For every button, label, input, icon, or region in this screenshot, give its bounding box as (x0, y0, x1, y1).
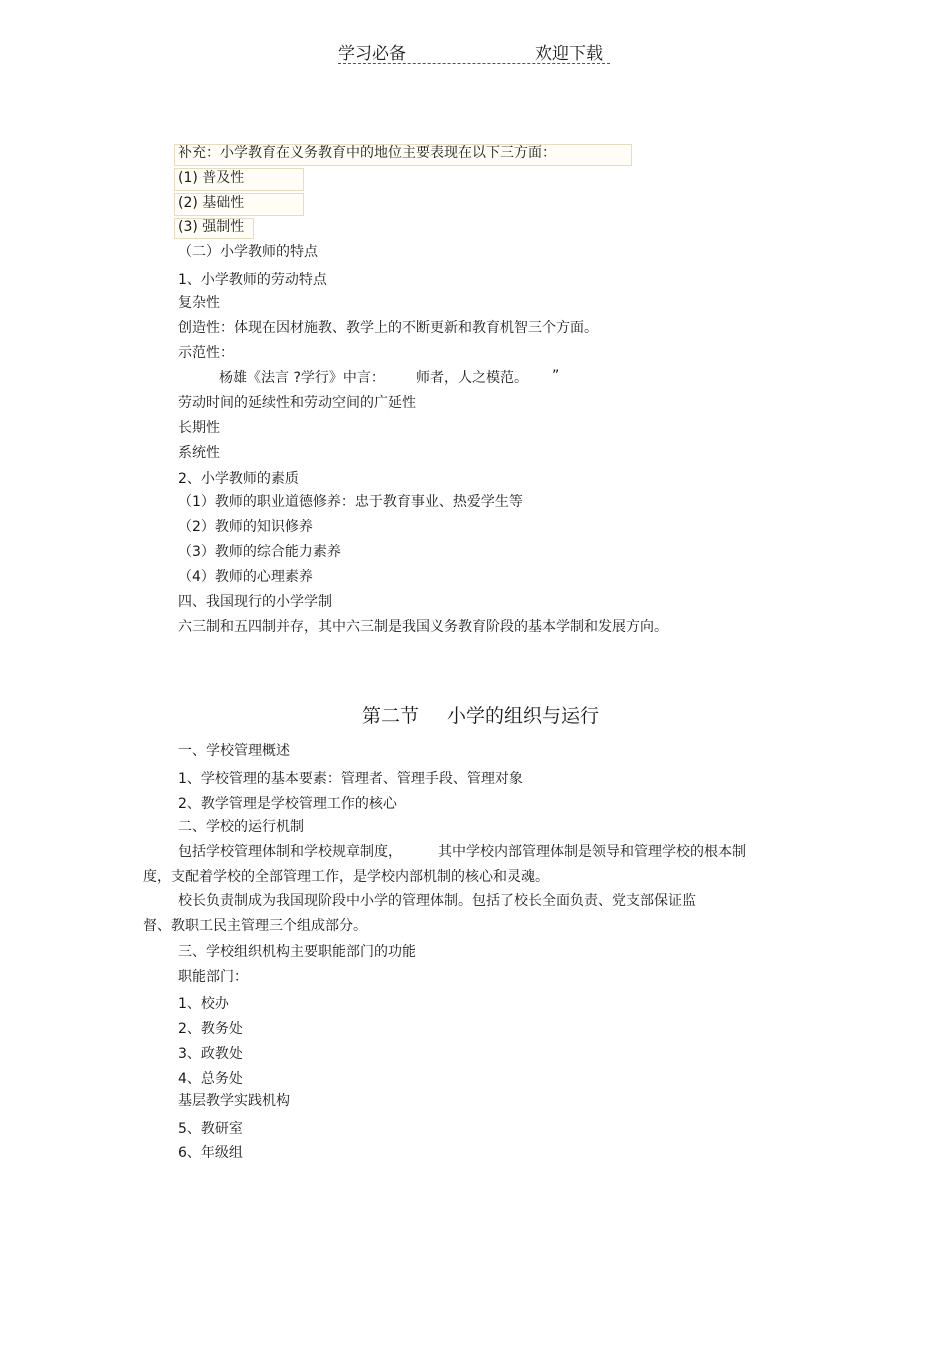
department-item: 3、政教处 (178, 1046, 243, 1062)
mechanism-paragraph-line: 其中学校内部管理体制是领导和管理学校的根本制 (438, 844, 746, 860)
creativity-text: 创造性：体现在因材施教、教学上的不断更新和教育机智三个方面。 (178, 320, 598, 336)
mechanism-heading: 二、学校的运行机制 (178, 819, 304, 835)
principal-system-line: 校长负责制成为我国现阶段中小学的管理体制。包括了校长全面负责、党支部保证监 (178, 893, 696, 909)
quality-item: （1）教师的职业道德修养：忠于教育事业、热爱学生等 (178, 494, 523, 510)
department-item: 4、总务处 (178, 1071, 243, 1087)
extension-text: 劳动时间的延续性和劳动空间的广延性 (178, 395, 416, 411)
teacher-quality-heading: 2、小学教师的素质 (178, 471, 299, 487)
mechanism-paragraph-line: 包括学校管理体制和学校规章制度， (178, 844, 402, 860)
quality-item: （2）教师的知识修养 (178, 519, 313, 535)
quote-source: 杨雄《法言 ?学行》中言： (219, 370, 385, 386)
section-title-prefix: 第二节 (362, 705, 420, 727)
department-item: 1、校办 (178, 996, 229, 1012)
management-item: 1、学校管理的基本要素：管理者、管理手段、管理对象 (178, 771, 523, 787)
principal-system-line: 督、教职工民主管理三个组成部分。 (143, 918, 367, 934)
organization-heading: 三、学校组织机构主要职能部门的功能 (178, 944, 416, 960)
management-item: 2、教学管理是学校管理工作的核心 (178, 796, 397, 812)
supplement-item: (2) 基础性 (178, 195, 245, 211)
header-right-text: 欢迎下载 (535, 44, 603, 64)
complexity-text: 复杂性 (178, 295, 220, 311)
header-dashed-underline (338, 63, 610, 64)
functional-departments-label: 职能部门： (178, 969, 248, 985)
section-title-main: 小学的组织与运行 (447, 705, 600, 727)
department-item: 6、年级组 (178, 1145, 243, 1161)
management-overview-heading: 一、学校管理概述 (178, 743, 290, 759)
supplement-intro: 补充：小学教育在义务教育中的地位主要表现在以下三方面： (178, 145, 556, 161)
header-left-text: 学习必备 (338, 44, 406, 64)
teacher-features-heading: （二）小学教师的特点 (178, 244, 318, 260)
long-term-text: 长期性 (178, 420, 220, 436)
supplement-item: (3) 强制性 (178, 219, 245, 235)
section-title (362, 703, 599, 729)
labor-features-heading: 1、小学教师的劳动特点 (178, 272, 327, 288)
quality-item: （3）教师的综合能力素养 (178, 544, 341, 560)
quote-text: 师者，人之模范。 (416, 370, 528, 386)
grassroots-label: 基层教学实践机构 (178, 1093, 290, 1109)
systematic-text: 系统性 (178, 445, 220, 461)
school-system-heading: 四、我国现行的小学学制 (178, 594, 332, 610)
department-item: 5、教研室 (178, 1121, 243, 1137)
school-system-text: 六三制和五四制并存，其中六三制是我国义务教育阶段的基本学制和发展方向。 (178, 619, 668, 635)
exemplary-text: 示范性： (178, 345, 234, 361)
quality-item: （4）教师的心理素养 (178, 569, 313, 585)
department-item: 2、教务处 (178, 1021, 243, 1037)
mechanism-paragraph-line: 度，支配着学校的全部管理工作，是学校内部机制的核心和灵魂。 (143, 869, 549, 885)
supplement-item: (1) 普及性 (178, 170, 245, 186)
quote-close-mark: ” (552, 368, 560, 384)
